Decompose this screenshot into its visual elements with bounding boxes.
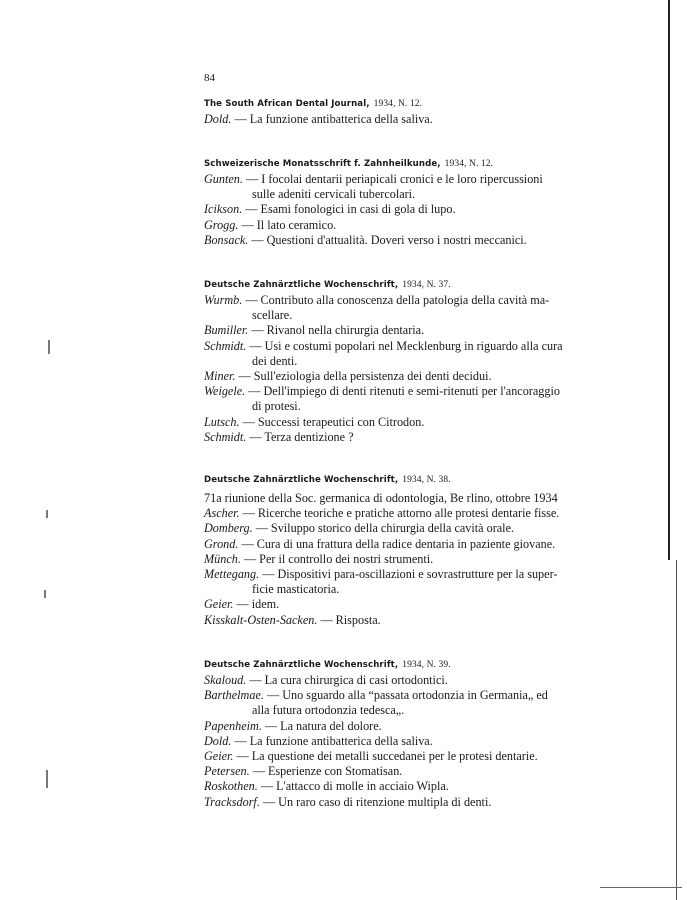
article-author: Münch. — [204, 551, 241, 566]
article-entry — [204, 552, 624, 567]
article-author: Grogg. — [204, 217, 239, 232]
article-author: Icikson. — [204, 202, 243, 217]
article-entry — [204, 112, 624, 127]
article-entry — [204, 521, 624, 536]
meeting-title: 71a riunione della Soc. germanica di odontologia, Be rlino, ottobre 1934 — [204, 491, 558, 505]
article-title: — Dispositivi para-oscillazioni e sovrastrutture per la super- — [262, 567, 558, 582]
article-title: — Sviluppo storico della chirurgia della cavità orale. — [255, 521, 515, 536]
article-title: — La cura chirurgica di casi ortodontici. — [249, 673, 448, 687]
article-title-continued: sulle adeniti cervicali tubercolari. — [252, 187, 416, 202]
article-title: — Cura di una frattura della radice dentaria in paziente giovane. — [241, 536, 556, 551]
article-title: — Successi terapeutici con Citrodon. — [242, 414, 425, 429]
article-author: Bumiller. — [204, 323, 249, 338]
article-author: Roskothen. — [204, 779, 258, 794]
scan-mark — [46, 770, 48, 788]
article-title: — Esami fonologici in casi di gola di lupo. — [245, 202, 456, 217]
article-title: — Rivanol nella chirurgia dentaria. — [251, 323, 425, 338]
journal-heading — [204, 657, 624, 673]
article-title: — Risposta. — [320, 612, 381, 627]
journal-issue: 1934, N. 37. — [402, 280, 451, 290]
article-author: Papenheim. — [204, 718, 262, 733]
article-entry — [204, 172, 624, 202]
article-title: — Contributo alla conoscenza della patologia della cavità ma- — [245, 293, 550, 307]
scan-mark — [48, 340, 50, 354]
article-entry — [204, 369, 624, 384]
article-author: Petersen. — [204, 764, 250, 779]
article-title: — Terza dentizione ? — [249, 429, 354, 444]
article-author: Kisskalt-Osten-Sacken. — [204, 612, 318, 627]
article-entry — [204, 339, 624, 369]
article-entry — [204, 323, 624, 338]
article-author: Schmidt. — [204, 338, 247, 353]
article-entry — [204, 233, 624, 248]
journal-heading — [204, 96, 624, 112]
article-title: — La funzione antibatterica della saliva. — [234, 112, 433, 126]
journal-heading — [204, 472, 624, 488]
article-entry — [204, 719, 624, 734]
article-title: — I focolai dentarii periapicali cronici e le loro ripercussioni — [245, 172, 543, 186]
article-author: Geier. — [204, 597, 234, 612]
article-title: — La natura del dolore. — [264, 718, 382, 733]
article-entry — [204, 430, 624, 445]
journal-section — [204, 657, 624, 810]
article-entry — [204, 567, 624, 597]
article-entry — [204, 779, 624, 794]
article-entry — [204, 597, 624, 612]
journal-name: Schweizerische Monatsschrift f. Zahnheilkunde, — [204, 159, 441, 169]
journal-heading — [204, 277, 624, 293]
article-title: — La questione dei metalli succedanei per le protesi dentarie. — [236, 749, 538, 764]
article-author: Geier. — [204, 749, 234, 764]
article-title-continued: alla futura ortodonzia tedesca„. — [252, 703, 405, 718]
journal-heading — [204, 156, 624, 172]
journal-name: Deutsche Zahnärztliche Wochenschrift, — [204, 660, 399, 670]
article-author: Mettegang. — [204, 567, 260, 582]
article-author: Tracksdorf. — [204, 794, 260, 809]
journal-section — [204, 156, 624, 248]
scan-mark — [46, 510, 48, 518]
article-entry — [204, 202, 624, 217]
article-entry — [204, 384, 624, 414]
article-entry — [204, 688, 624, 718]
article-entry — [204, 795, 624, 810]
article-title-continued: ficie masticatoria. — [252, 582, 340, 597]
article-entry — [204, 673, 624, 688]
article-author: Lutsch. — [204, 414, 240, 429]
article-title: — idem. — [236, 597, 280, 612]
article-author: Grond. — [204, 536, 239, 551]
journal-name: The South African Dental Journal, — [204, 99, 370, 109]
article-entry — [204, 749, 624, 764]
article-entry — [204, 415, 624, 430]
article-title: — Dell'impiego di denti ritenuti e semi-ritenuti per l'ancoraggio — [248, 384, 560, 399]
article-author: Skaloud. — [204, 673, 247, 687]
article-entry — [204, 537, 624, 552]
article-title: — Sull'eziologia della persistenza dei denti decidui. — [238, 369, 492, 384]
journal-issue: 1934, N. 39. — [402, 660, 451, 670]
page-number: 84 — [204, 72, 215, 84]
article-title: — Per il controllo dei nostri strumenti. — [243, 551, 434, 566]
journal-name: Deutsche Zahnärztliche Wochenschrift, — [204, 475, 399, 485]
meeting-line — [204, 488, 624, 506]
article-title-continued: dei denti. — [252, 353, 298, 368]
article-entry — [204, 218, 624, 233]
journal-issue: 1934, N. 38. — [402, 475, 451, 485]
scan-mark — [44, 590, 46, 598]
journal-section — [204, 472, 624, 628]
article-entry — [204, 293, 624, 323]
page-foot-line — [600, 887, 682, 888]
article-author: Wurmb. — [204, 293, 243, 307]
article-title: — Ricerche teoriche e pratiche attorno alle protesi dentarie fisse. — [242, 506, 560, 521]
article-author: Domberg. — [204, 521, 253, 536]
article-author: Barthelmae. — [204, 688, 264, 703]
article-author: Dold. — [204, 112, 232, 126]
article-title: — Un raro caso di ritenzione multipla di denti. — [262, 794, 492, 809]
article-title: — Il lato ceramico. — [241, 217, 337, 232]
article-author: Weigele. — [204, 384, 246, 399]
article-author: Schmidt. — [204, 429, 247, 444]
article-title: — L'attacco di molle in acciaio Wipla. — [260, 779, 449, 794]
article-title-continued: di protesi. — [252, 399, 301, 414]
article-title: — Usi e costumi popolari nel Mecklenburg in riguardo alla cura — [249, 338, 563, 353]
article-author: Gunten. — [204, 172, 243, 186]
article-title: — Esperienze con Stomatisan. — [252, 764, 403, 779]
journal-name: Deutsche Zahnärztliche Wochenschrift, — [204, 280, 399, 290]
article-entry — [204, 613, 624, 628]
journal-section — [204, 96, 624, 127]
article-title-continued: scellare. — [252, 308, 293, 323]
article-author: Ascher. — [204, 506, 240, 521]
article-entry — [204, 506, 624, 521]
page-edge-line-lower — [676, 560, 677, 900]
article-author: Miner. — [204, 369, 236, 384]
article-author: Bonsack. — [204, 232, 249, 247]
page-edge-line — [668, 0, 670, 560]
article-title: — Questioni d'attualità. Doveri verso i nostri meccanici. — [251, 232, 527, 247]
article-entry — [204, 734, 624, 749]
journal-issue: 1934, N. 12. — [373, 99, 423, 109]
article-author: Dold. — [204, 733, 232, 748]
article-title: — La funzione antibatterica della saliva. — [234, 733, 433, 748]
article-entry — [204, 764, 624, 779]
journal-section — [204, 277, 624, 445]
journal-issue: 1934, N. 12. — [444, 159, 494, 169]
article-title: — Uno sguardo alla “passata ortodonzia in Germania„ ed — [266, 688, 548, 703]
